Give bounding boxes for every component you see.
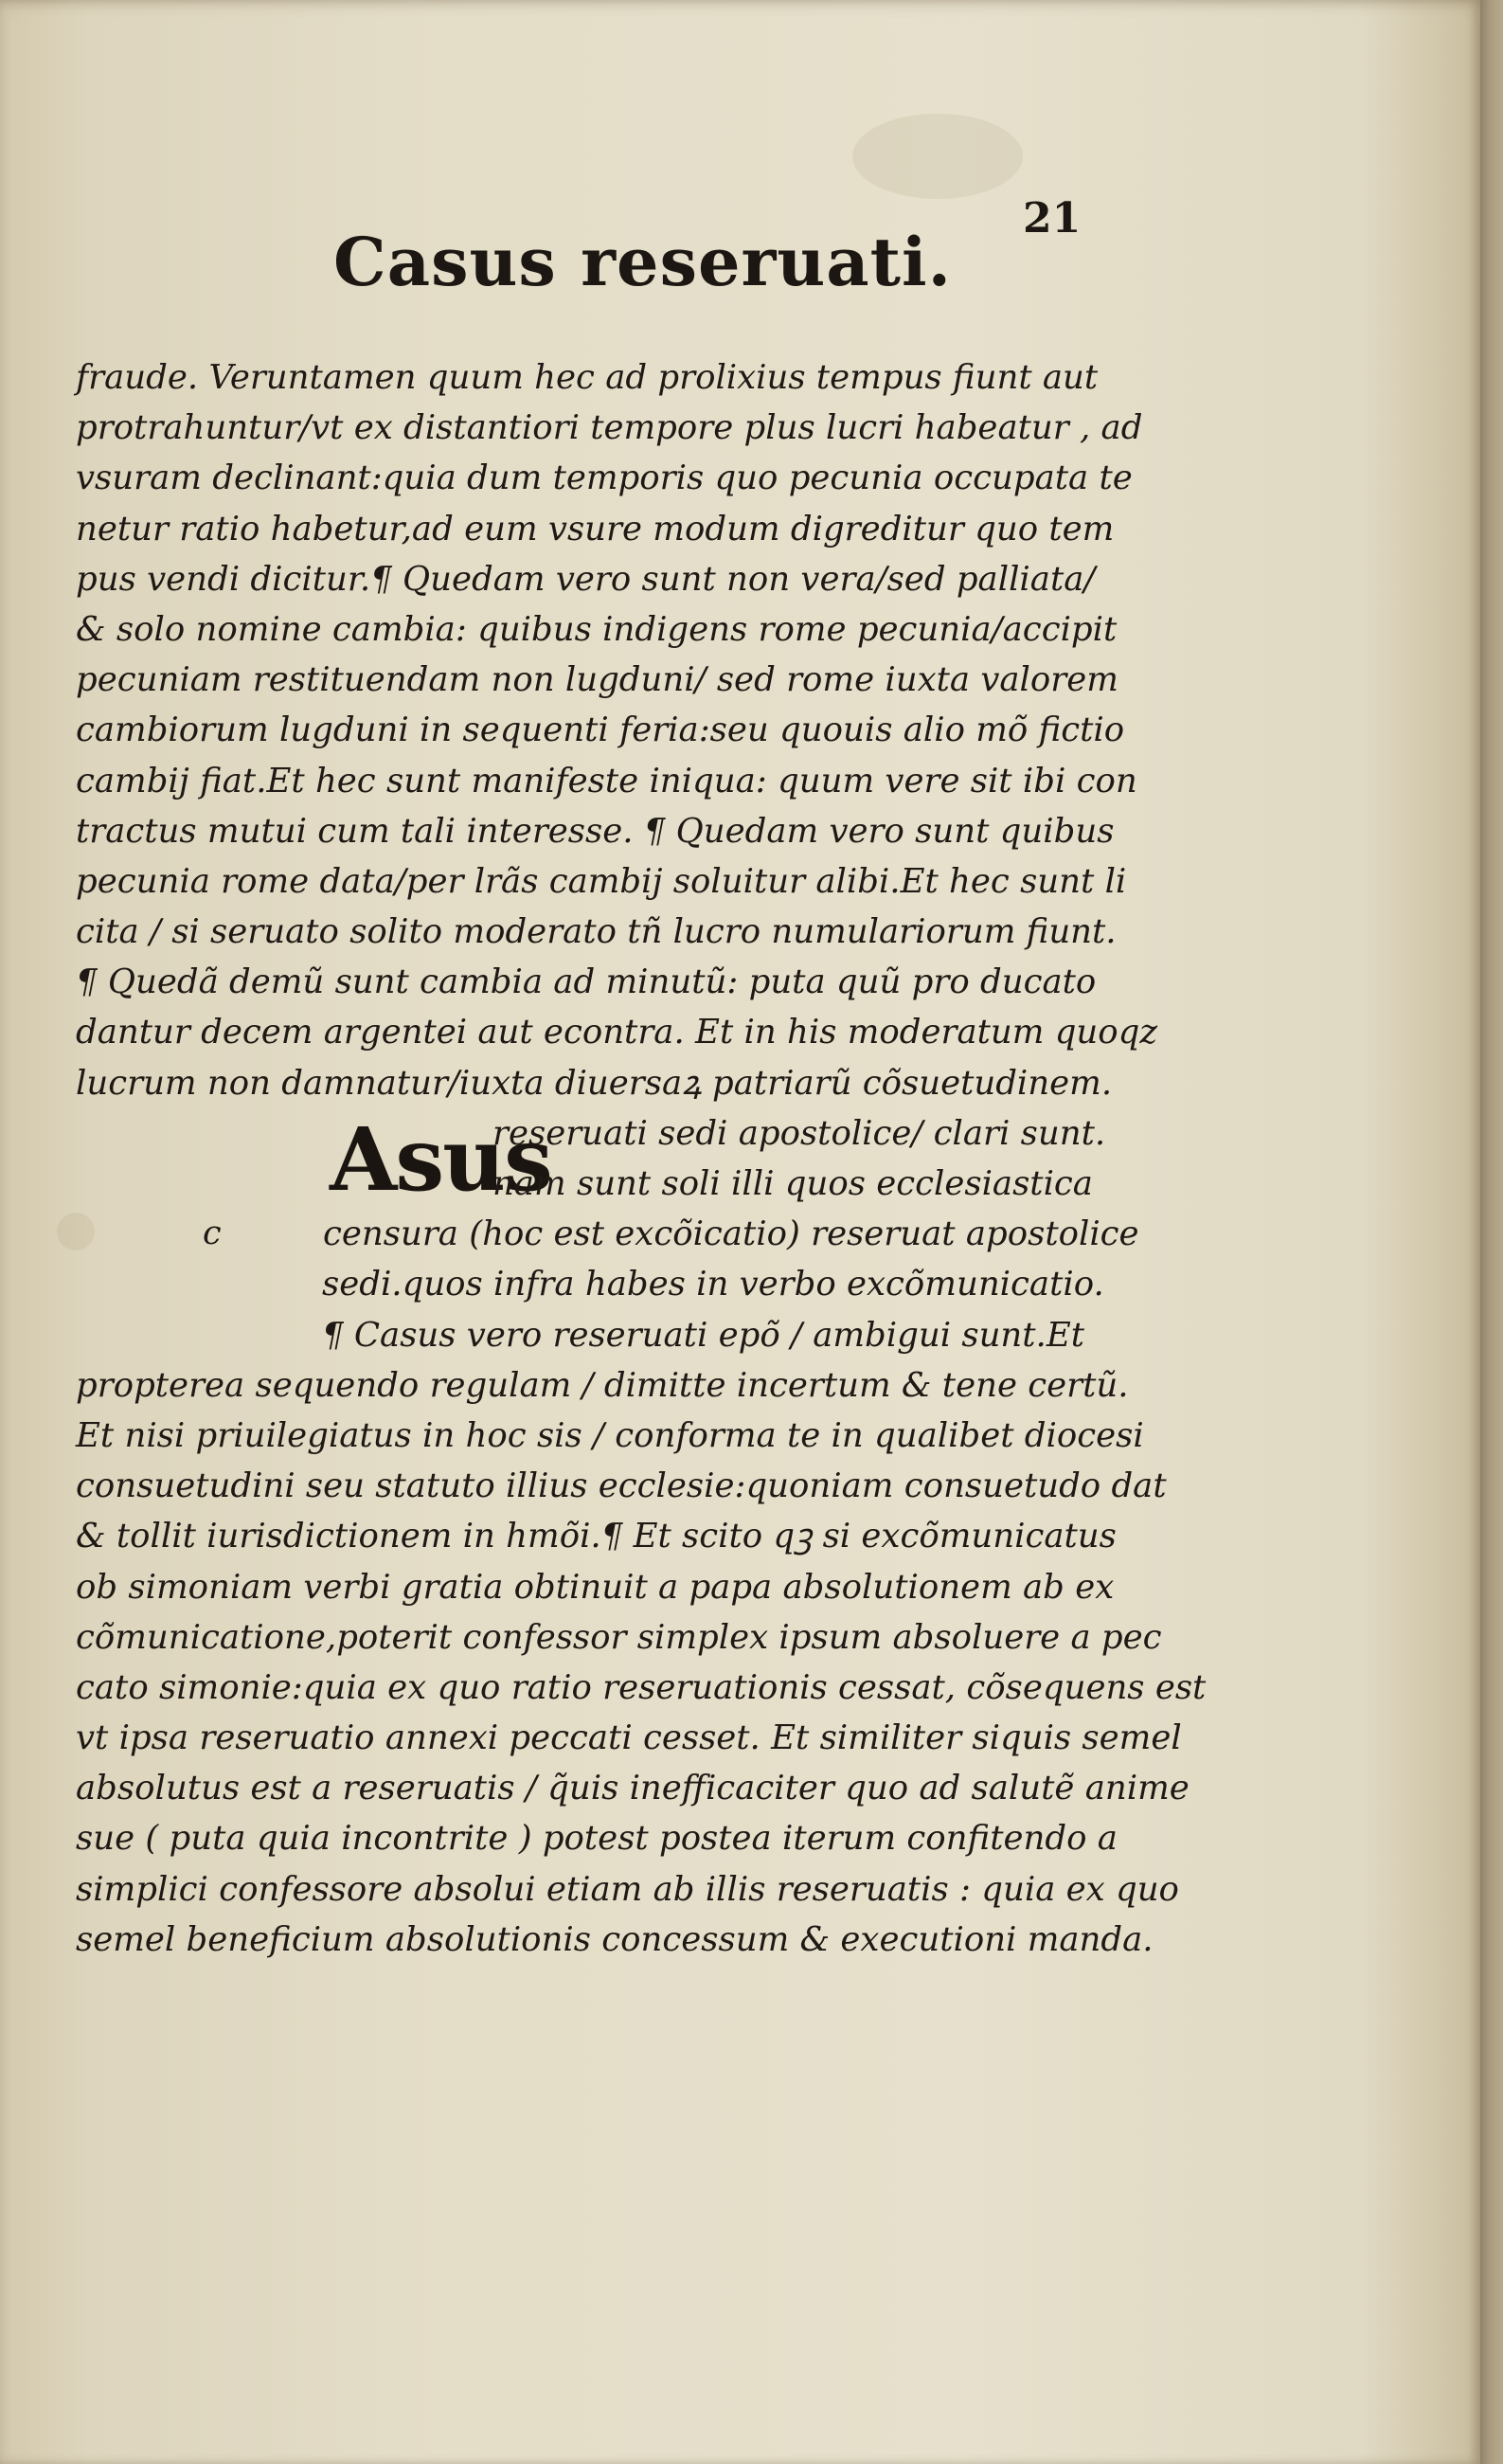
text-block (76, 352, 1207, 1965)
margin-note: c (203, 1214, 222, 1252)
paper-stain (852, 114, 1023, 199)
folio-number: 21 (1023, 194, 1082, 243)
text-line: & solo nomine cambia: quibus indigens rome pecunia/accipit (76, 609, 1118, 649)
text-line: ¶ Quedã demũ sunt cambia ad minutũ: puta quũ pro ducato (76, 962, 1097, 1002)
text-line: tractus mutui cum tali interesse. ¶ Quedam vero sunt quibus (76, 811, 1115, 851)
text-line: absolutus est a reseruatis / q̃uis inefficaciter quo ad salutẽ anime (76, 1769, 1190, 1808)
initial-letter-heading: Asus (330, 1107, 551, 1211)
text-line: ¶ Casus vero reseruati epõ / ambigui sunt.Et (322, 1315, 1085, 1355)
text-line: vsuram declinant:quia dum temporis quo pecunia occupata te (76, 459, 1133, 498)
text-line: semel beneficium absolutionis concessum & executioni manda. (76, 1919, 1154, 1959)
text-line: cato simonie:quia ex quo ratio reseruationis cessat, cõsequens est (76, 1667, 1207, 1707)
text-line: consuetudini seu statuto illius ecclesie:quoniam consuetudo dat (76, 1466, 1167, 1506)
text-line: propterea sequendo regulam / dimitte incertum & tene certũ. (76, 1365, 1129, 1405)
initial-lines (322, 1108, 1139, 1260)
text-line: dantur decem argentei aut econtra. Et in his moderatum quoqz (76, 1013, 1158, 1052)
text-line: cita / si seruato solito moderato tñ lucro numulariorum fiunt. (76, 912, 1117, 952)
text-line: sedi.quos infra habes in verbo excõmunicatio. (322, 1265, 1104, 1304)
text-line: censura (hoc est excõicatio) reseruat apostolice (323, 1214, 1139, 1254)
text-line: cambiorum lugduni in sequenti feria:seu quouis alio mõ fictio (76, 710, 1125, 750)
text-line: cõmunicatione,poterit confessor simplex ipsum absoluere a pec (76, 1617, 1162, 1657)
text-line: & tollit iurisdictionem in hmõi.¶ Et scito qꝫ si excõmunicatus (76, 1517, 1117, 1556)
paragraph-reseruati (76, 1360, 1207, 1965)
text-line: pecuniam restituendam non lugduni/ sed rome iuxta valorem (76, 660, 1118, 700)
paragraph-cambia (76, 352, 1158, 1108)
text-line: pus vendi dicitur.¶ Quedam vero sunt non vera/sed palliata/ (76, 559, 1096, 599)
text-line: ob simoniam verbi gratia obtinuit a papa absolutionem ab ex (76, 1567, 1115, 1607)
section-casus (76, 1107, 1139, 1260)
running-head: Casus reseruati. (333, 223, 952, 301)
text-line: Et nisi priuilegiatus in hoc sis / conforma te in qualibet diocesi (76, 1415, 1144, 1455)
text-line: cambij fiat.Et hec sunt manifeste iniqua: quum vere sit ibi con (76, 761, 1137, 800)
text-line: protrahuntur/vt ex distantiori tempore plus lucri habeatur , ad (76, 408, 1143, 448)
text-line: vt ipsa reseruatio annexi peccati cesset. Et similiter siquis semel (76, 1718, 1182, 1758)
text-line: fraude. Veruntamen quum hec ad prolixius tempus fiunt aut (76, 358, 1099, 397)
text-line: sue ( puta quia incontrite ) potest postea iterum confitendo a (76, 1819, 1118, 1859)
text-line: simplici confessore absolui etiam ab illis reseruatis : quia ex quo (76, 1869, 1179, 1909)
text-line: netur ratio habetur,ad eum vsure modum digreditur quo tem (76, 509, 1115, 549)
page-edge (1480, 0, 1503, 2464)
text-line: lucrum non damnatur/iuxta diuersaꝝ patriarũ cõsuetudinem. (76, 1063, 1113, 1103)
text-line: nam sunt soli illi quos ecclesiastica (492, 1164, 1093, 1203)
text-line: pecunia rome data/per lrãs cambij soluitur alibi.Et hec sunt li (76, 861, 1127, 901)
text-line: reseruati sedi apostolice/ clari sunt. (492, 1113, 1106, 1153)
